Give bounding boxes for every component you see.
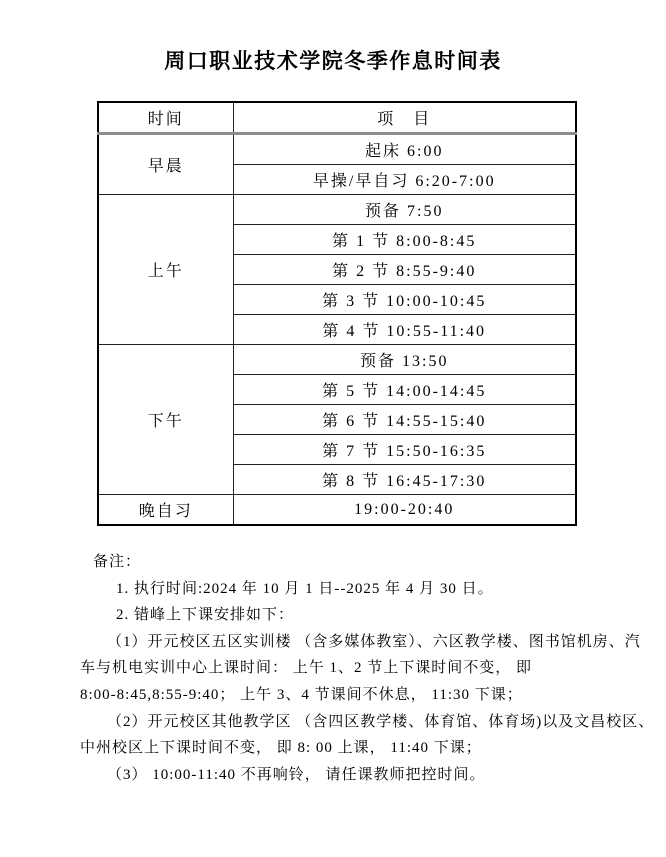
schedule-cell-period-6: 第 6 节 14:55-15:40 (233, 405, 576, 435)
document-title: 周口职业技术学院冬季作息时间表 (164, 49, 502, 73)
header-cell-time: 时间 (98, 102, 233, 134)
schedule-cell-evening-study: 19:00-20:40 (233, 495, 576, 526)
schedule-cell-period-3: 第 3 节 10:00-10:45 (233, 285, 576, 315)
notes-heading: 备注： (93, 554, 142, 570)
note-sub-2-line-2: 中州校区上下课时间不变， 即 8: 00 上课， 11:40 下课； (80, 740, 482, 757)
schedule-cell-am-prep: 预备 7:50 (233, 195, 576, 225)
table-row (98, 195, 576, 225)
schedule-cell-period-7: 第 7 节 15:50-16:35 (233, 435, 576, 465)
schedule-cell-period-1: 第 1 节 8:00-8:45 (233, 225, 576, 255)
schedule-cell-pm-prep: 预备 13:50 (233, 345, 576, 375)
section-label-early-morning: 早晨 (98, 134, 233, 195)
schedule-cell-morning-exercise: 早操/早自习 6:20-7:00 (233, 165, 576, 195)
schedule-cell-period-4: 第 4 节 10:55-11:40 (233, 315, 576, 345)
notes-section (80, 549, 666, 788)
table-header-row (98, 102, 576, 134)
section-label-afternoon: 下午 (98, 345, 233, 495)
section-label-evening-study: 晚自习 (98, 495, 233, 526)
note-item-1: 1. 执行时间:2024 年 10 月 1 日--2025 年 4 月 30 日。 (116, 580, 494, 597)
schedule-table (97, 101, 577, 526)
note-sub-1-line-3: 8:00-8:45,8:55-9:40； 上午 3、4 节课间不休息， 11:30 下课； (80, 686, 523, 703)
note-sub-3-line-1: （3） 10:00-11:40 不再响铃， 请任课教师把控时间。 (107, 766, 486, 783)
table-row (98, 495, 576, 526)
schedule-cell-period-2: 第 2 节 8:55-9:40 (233, 255, 576, 285)
note-item-2: 2. 错峰上下课安排如下： (116, 607, 295, 624)
note-sub-1-line-2: 车与机电实训中心上课时间： 上午 1、2 节上下课时间不变， 即 (80, 660, 533, 677)
note-sub-1-line-1: （1）开元校区五区实训楼 （含多媒体教室）、六区教学楼、图书馆机房、汽 (107, 633, 641, 650)
schedule-cell-period-8: 第 8 节 16:45-17:30 (233, 465, 576, 495)
schedule-cell-wakeup: 起床 6:00 (233, 134, 576, 165)
table-row (98, 345, 576, 375)
table-row (98, 134, 576, 165)
header-cell-item: 项 目 (233, 102, 576, 134)
note-sub-2-line-1: （2）开元校区其他教学区 （含四区教学楼、体育馆、体育场)以及文昌校区、 (107, 713, 655, 730)
schedule-cell-period-5: 第 5 节 14:00-14:45 (233, 375, 576, 405)
section-label-morning: 上午 (98, 195, 233, 345)
